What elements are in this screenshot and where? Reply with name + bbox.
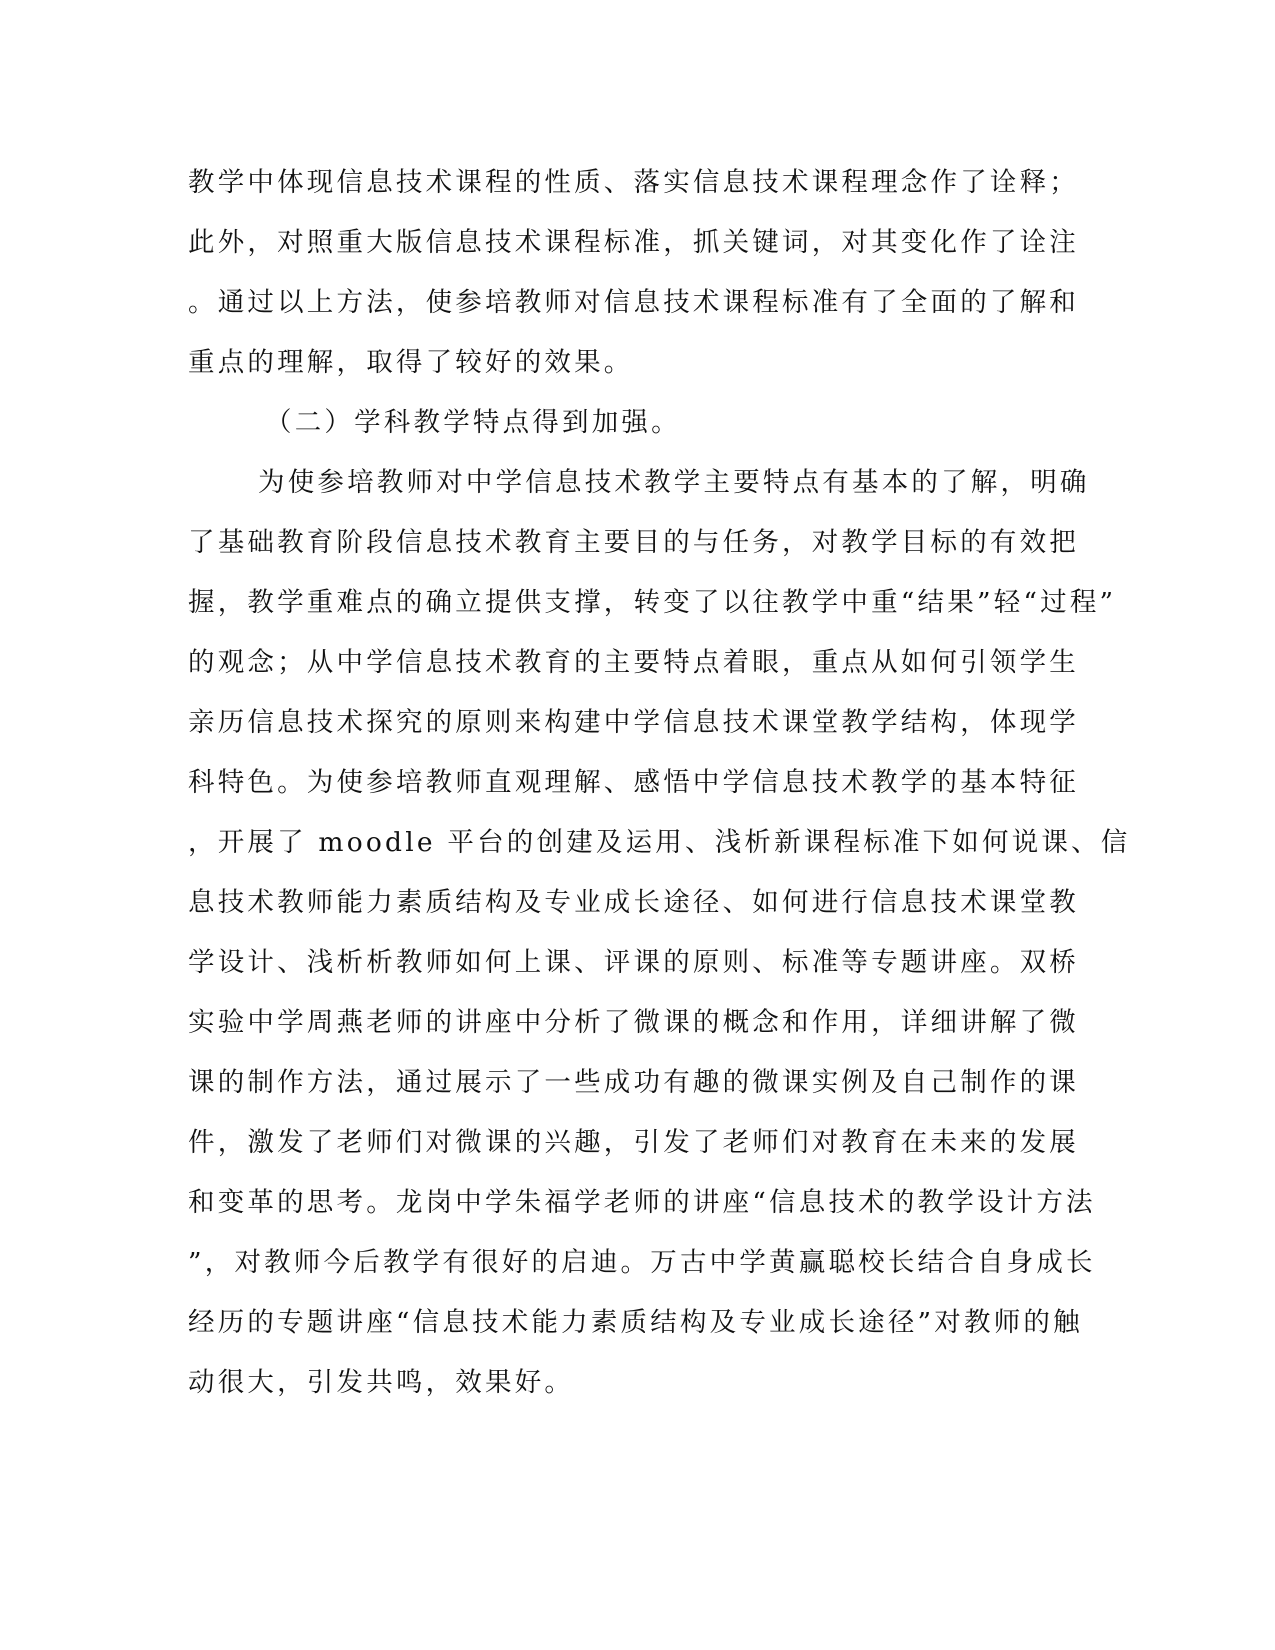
text-line: ”，对教师今后教学有很好的启迪。万古中学黄赢聪校长结合自身成长 [188, 1247, 1096, 1278]
text-line: 的观念；从中学信息技术教育的主要特点着眼，重点从如何引领学生 [188, 647, 1079, 678]
text-line: 握，教学重难点的确立提供支撑，转变了以往教学中重“结果”轻“过程” [188, 587, 1117, 618]
text-line: 重点的理解，取得了较好的效果。 [188, 347, 634, 378]
text-line: 亲历信息技术探究的原则来构建中学信息技术课堂教学结构，体现学 [188, 707, 1079, 738]
text-line: ，开展了 moodle 平台的创建及运用、浅析新课程标准下如何说课、信 [188, 827, 1131, 858]
text-line: 教学中体现信息技术课程的性质、落实信息技术课程理念作了诠释； [188, 167, 1079, 198]
text-line: 件，激发了老师们对微课的兴趣，引发了老师们对教育在未来的发展 [188, 1127, 1079, 1158]
text-line: 。通过以上方法，使参培教师对信息技术课程标准有了全面的了解和 [188, 287, 1079, 318]
text-line: 学设计、浅析析教师如何上课、评课的原则、标准等专题讲座。双桥 [188, 947, 1079, 978]
text-line: 经历的专题讲座“信息技术能力素质结构及专业成长途径”对教师的触 [188, 1307, 1083, 1338]
text-line: 课的制作方法，通过展示了一些成功有趣的微课实例及自己制作的课 [188, 1067, 1079, 1098]
text-line: 为使参培教师对中学信息技术教学主要特点有基本的了解，明确 [258, 467, 1090, 498]
text-line: 此外，对照重大版信息技术课程标准，抓关键词，对其变化作了诠注 [188, 227, 1079, 258]
text-line: 息技术教师能力素质结构及专业成长途径、如何进行信息技术课堂教 [188, 887, 1079, 918]
text-line: 动很大，引发共鸣，效果好。 [188, 1367, 575, 1398]
text-line: 科特色。为使参培教师直观理解、感悟中学信息技术教学的基本特征 [188, 767, 1079, 798]
text-line: 和变革的思考。龙岗中学朱福学老师的讲座“信息技术的教学设计方法 [188, 1187, 1096, 1218]
text-line: 了基础教育阶段信息技术教育主要目的与任务，对教学目标的有效把 [188, 527, 1079, 558]
text-line: 实验中学周燕老师的讲座中分析了微课的概念和作用，详细讲解了微 [188, 1007, 1079, 1038]
section-heading: （二）学科教学特点得到加强。 [265, 407, 681, 438]
